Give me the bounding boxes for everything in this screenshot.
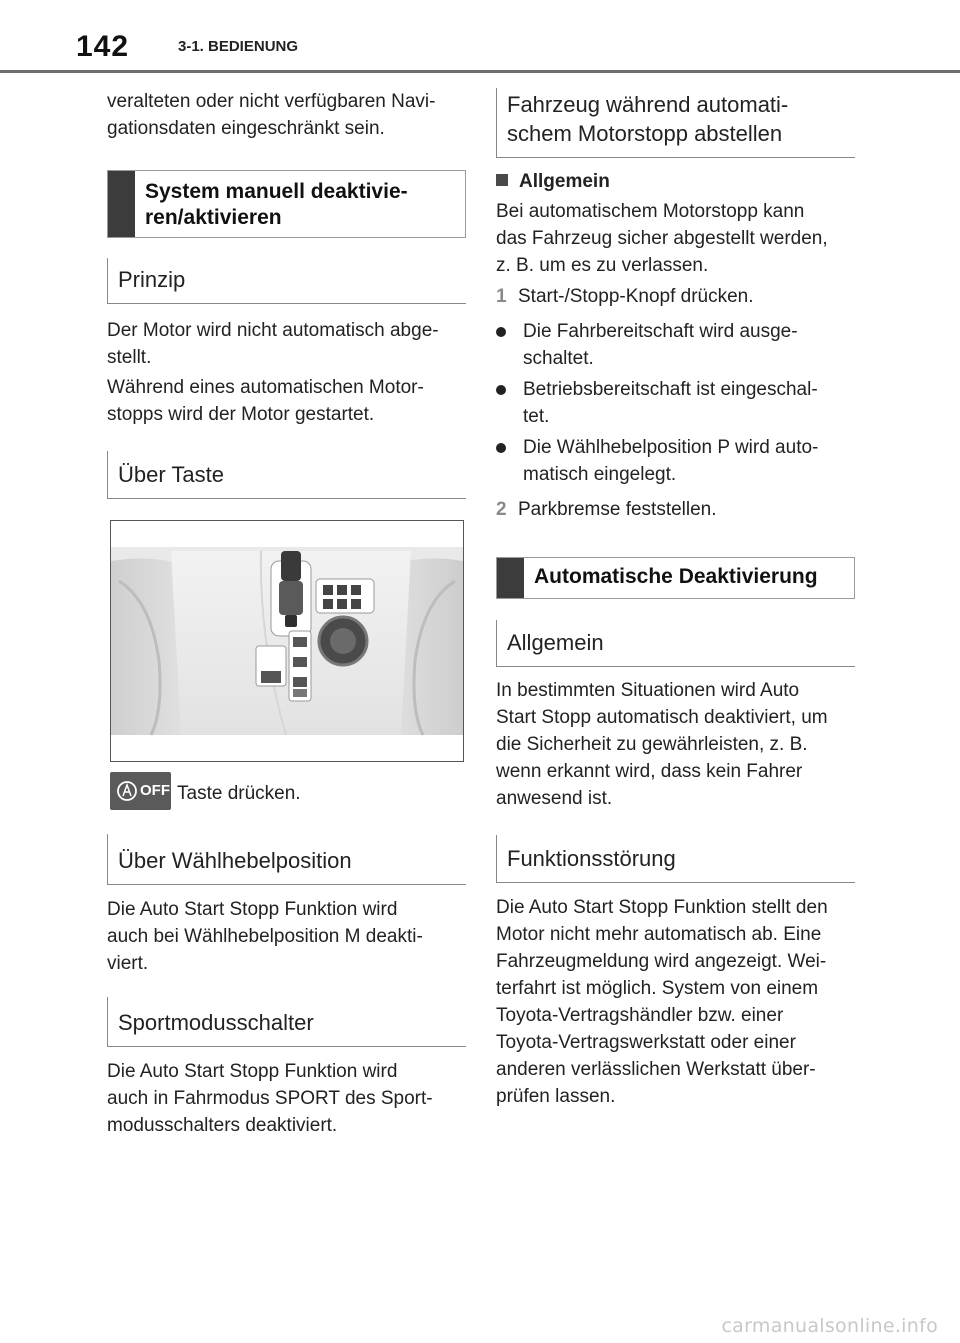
text-line: Die Auto Start Stopp Funktion wird	[107, 899, 398, 920]
square-bullet-icon	[496, 174, 508, 186]
text-line: Betriebsbereitschaft ist eingeschal-	[523, 379, 818, 400]
text-line: Die Auto Start Stopp Funktion stellt den	[496, 897, 828, 918]
heading-line: schem Motorstopp abstellen	[507, 121, 783, 146]
center-console-drawing	[111, 521, 463, 761]
step-2	[496, 496, 856, 523]
text-line: wenn erkannt wird, dass kein Fahrer	[496, 761, 803, 782]
boxed-heading-automatische	[496, 557, 855, 599]
off-button-label: OFF	[140, 782, 170, 799]
page-number: 142	[76, 30, 130, 63]
text-line: anwesend ist.	[496, 788, 613, 809]
step-text: Start-/Stopp-Knopf drücken.	[518, 286, 754, 307]
heading-tab	[108, 171, 135, 237]
text-line: Toyota-Vertragswerkstatt oder einer	[496, 1032, 796, 1053]
subheading-text: Allgemein	[507, 630, 604, 655]
watermark-footer[interactable]: carmanualsonline.info	[721, 1315, 938, 1337]
text-line: terfahrt ist möglich. System von einem	[496, 978, 819, 999]
auto-start-stop-off-icon	[110, 772, 171, 810]
intro-paragraph	[107, 88, 467, 142]
subheading-funktionsstoerung	[496, 835, 855, 883]
heading-tab	[497, 558, 524, 598]
text-line: auch in Fahrmodus SPORT des Sport-	[107, 1088, 433, 1109]
text-line: Start Stopp automatisch deaktiviert, um	[496, 707, 828, 728]
text-line: anderen verlässlichen Werkstatt über-	[496, 1059, 816, 1080]
step-number: 2	[496, 499, 507, 520]
text-line: modusschalters deaktiviert.	[107, 1115, 338, 1136]
subheading-text: Über Wählhebelposition	[118, 848, 352, 873]
allgemein-label: Allgemein	[519, 171, 610, 192]
subheading-text: Über Taste	[118, 462, 224, 487]
prinzip-paragraph-2	[107, 374, 469, 428]
text-line: stopps wird der Motor gestartet.	[107, 404, 375, 425]
subheading-text: Prinzip	[118, 267, 186, 292]
text-line: prüfen lassen.	[496, 1086, 616, 1107]
text-line: Während eines automatischen Motor-	[107, 377, 424, 398]
allgemein-label-row	[496, 168, 856, 195]
subheading-allgemein	[496, 620, 855, 667]
text-line: stellt.	[107, 347, 152, 368]
funk-paragraph	[496, 894, 858, 1110]
boxed-heading-system	[107, 170, 466, 238]
text-line: Die Fahrbereitschaft wird ausge-	[523, 321, 798, 342]
text-line: viert.	[107, 953, 149, 974]
bullet-item	[496, 434, 856, 488]
section-label: 3-1. BEDIENUNG	[178, 38, 299, 55]
heading-text: Automatische Deaktivierung	[534, 565, 818, 588]
heading-line: System manuell deaktivie-	[145, 180, 408, 203]
step-text: Parkbremse feststellen.	[518, 499, 717, 520]
allgemein-paragraph	[496, 198, 856, 279]
text-line: Taste drücken.	[177, 783, 301, 804]
heading-line: ren/aktivieren	[145, 206, 282, 229]
step-number: 1	[496, 286, 507, 307]
text-line: Toyota-Vertragshändler bzw. einer	[496, 1005, 784, 1026]
heading-text	[145, 179, 455, 231]
text-line	[496, 283, 856, 310]
bullet-dot-icon	[496, 443, 506, 453]
text-line	[496, 168, 856, 195]
text-line: auch bei Wählhebelposition M deakti-	[107, 926, 423, 947]
heading-line: Fahrzeug während automati-	[507, 92, 789, 117]
subheading-text	[507, 90, 788, 148]
waehl-paragraph	[107, 896, 469, 977]
taste-text	[177, 780, 301, 807]
text-line: Bei automatischem Motorstopp kann	[496, 201, 805, 222]
allg-paragraph	[496, 677, 858, 812]
text-line	[496, 496, 856, 523]
text-line: gationsdaten eingeschränkt sein.	[107, 118, 385, 139]
center-console-illustration	[110, 520, 464, 762]
text-line: Motor nicht mehr automatisch ab. Eine	[496, 924, 822, 945]
text-line: veralteten oder nicht verfügbaren Navi-	[107, 91, 436, 112]
text-line: Fahrzeugmeldung wird angezeigt. Wei-	[496, 951, 827, 972]
bullet-item	[496, 376, 856, 430]
bullet-dot-icon	[496, 385, 506, 395]
subheading-waehlhebel	[107, 834, 466, 885]
sport-paragraph	[107, 1058, 469, 1139]
text-line: tet.	[523, 406, 550, 427]
subheading-prinzip	[107, 258, 466, 304]
subheading-sportmodus	[107, 997, 466, 1047]
text-line: In bestimmten Situationen wird Auto	[496, 680, 800, 701]
text-line: matisch eingelegt.	[523, 464, 677, 485]
text-line: die Sicherheit zu gewährleisten, z. B.	[496, 734, 808, 755]
text-line: z. B. um es zu verlassen.	[496, 255, 709, 276]
subheading-fahrzeug-abstellen	[496, 88, 855, 158]
subheading-ueber-taste	[107, 451, 466, 499]
prinzip-paragraph-1	[107, 317, 469, 371]
text-line: Die Auto Start Stopp Funktion wird	[107, 1061, 398, 1082]
text-line: schaltet.	[523, 348, 594, 369]
subheading-text: Sportmodusschalter	[118, 1010, 314, 1035]
bullet-dot-icon	[496, 327, 506, 337]
text-line: Die Wählhebelposition P wird auto-	[523, 437, 819, 458]
text-line: das Fahrzeug sicher abgestellt werden,	[496, 228, 828, 249]
subheading-text: Funktionsstörung	[507, 846, 676, 871]
text-line: Der Motor wird nicht automatisch abge-	[107, 320, 439, 341]
header-rule	[0, 70, 960, 73]
bullet-item	[496, 318, 856, 372]
step-1	[496, 283, 856, 310]
